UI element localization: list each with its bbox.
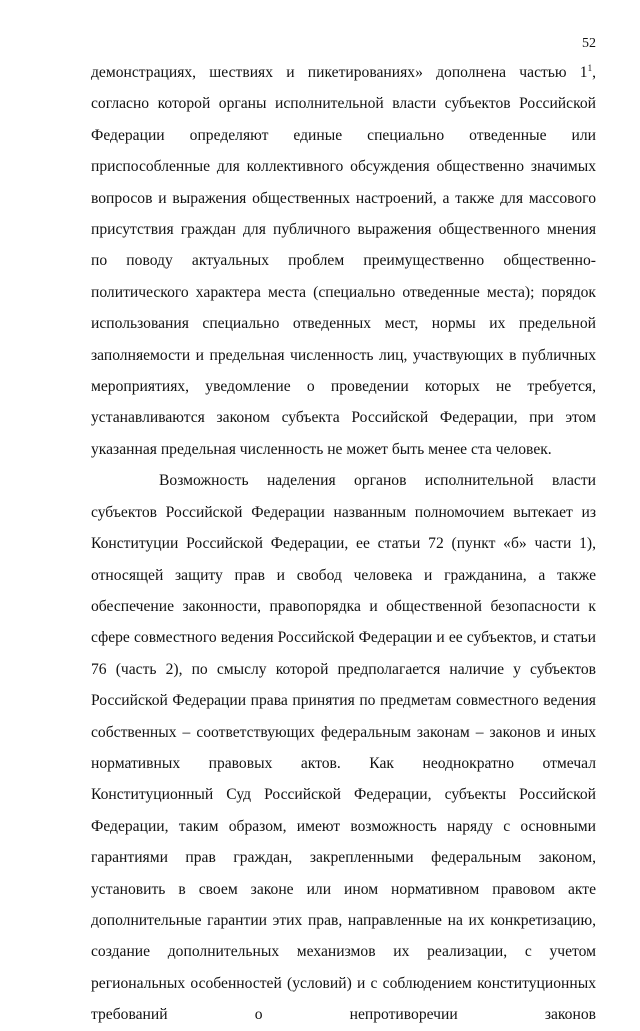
page-number: 52 bbox=[582, 36, 596, 51]
paragraph-2: Возможность наделения органов исполнительной власти субъектов Российской Федерации названным полномочием вытекает из Конституции Российской Федерации, ее статьи 72 (пункт «б» части 1), относящей защиту прав и свобод человека и гражданина, а также обеспечение законности, правопорядка и общественной безопасности к сфере совместного ведения Российской Федерации и ее субъектов, и статьи 76 (часть 2), по смыслу которой предполагается наличие у субъектов Российской Федерации права принятия по предметам совместного ведения собственных – соответствующих федеральным законам – законов и иных нормативных правовых актов. Как неоднократно отмечал Конституционный Суд Российской Федерации, субъекты Российской Федерации, таким образом, имеют возможность наряду с основными гарантиями прав граждан, закрепленными федеральным законом, установить в своем законе или ином нормативном правовом акте дополнительные гарантии этих прав, направленные на их конкретизацию, создание дополнительных механизмов их реализации, с учетом региональных особенностей (условий) и с соблюдением конституционных требований о непротиворечии законов bbox=[91, 472, 596, 1024]
body-text bbox=[91, 57, 596, 1031]
paragraph-1 bbox=[91, 57, 596, 465]
footnote-superscript: 1 bbox=[587, 63, 593, 73]
paragraph-1-text-end: , согласно которой органы исполнительной власти субъектов Российской Федерации определяют единые специально отведенные или приспособленные для коллективного обсуждения общественно значимых вопросов и выражения общественных настроений, а также для массового присутствия граждан для публичного выражения общественного мнения по поводу актуальных проблем преимущественно общественно-политического характера места (специально отведенные места); порядок использования специально отведенных мест, нормы их предельной заполняемости и предельная численность лиц, участвующих в публичных мероприятиях, уведомление о проведении которых не требуется, устанавливаются законом субъекта Российской Федерации, при этом указанная предельная численность не может быть менее ста человек. bbox=[91, 64, 596, 458]
paragraph-1-text-start: демонстрациях, шествиях и пикетированиях» дополнена частью 1 bbox=[91, 64, 588, 81]
